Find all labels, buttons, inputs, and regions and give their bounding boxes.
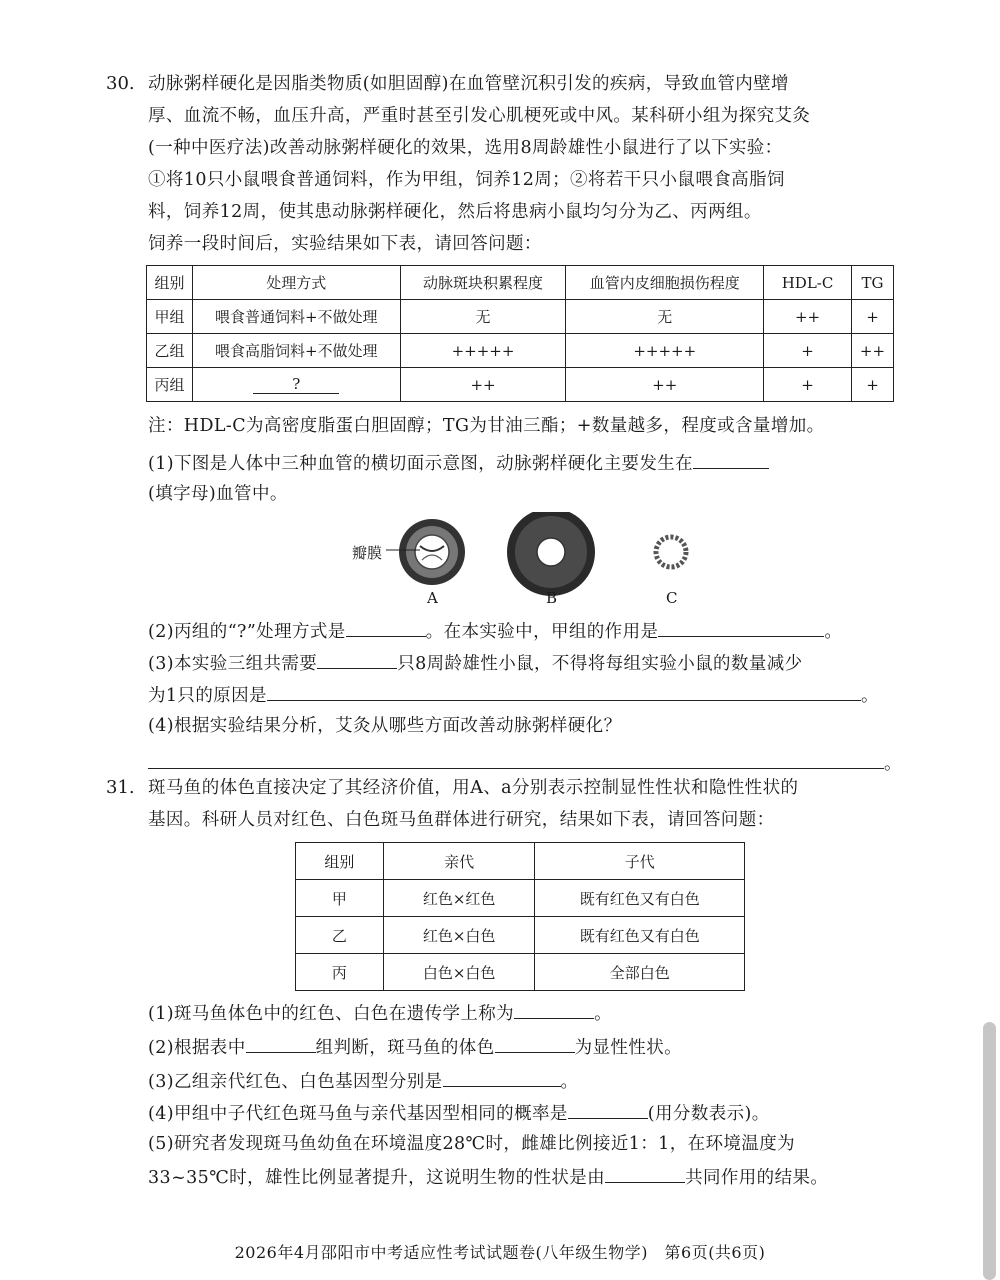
q30-sub4-line: (4)根据实验结果分析，艾灸从哪些方面改善动脉粥样硬化？: [148, 716, 622, 736]
table-cell: +: [764, 368, 852, 402]
q30-table-note: 注：HDL-C为高密度脂蛋白胆固醇；TG为甘油三酯；+数量越多，程度或含量增加。: [148, 416, 825, 436]
table-cell: +: [851, 368, 893, 402]
table-cell: 丙: [296, 954, 384, 991]
q30-stem-line: 饲养一段时间后，实验结果如下表，请回答问题：: [148, 234, 542, 254]
q31-stem-line: 基因。科研人员对红色、白色斑马鱼群体进行研究，结果如下表，请回答问题：: [148, 810, 775, 830]
sub4-text: (4)甲组中子代红色斑马鱼与亲代基因型相同的概率是: [148, 1104, 568, 1124]
table-cell: 丙组: [147, 368, 193, 402]
table-cell: 白色×白色: [383, 954, 535, 991]
table-header-cell: 亲代: [383, 843, 535, 880]
sub2-text: 组判断，斑马鱼的体色: [315, 1038, 495, 1058]
sub2-text: (2)根据表中: [148, 1038, 246, 1058]
q31-sub5-line: (5)研究者发现斑马鱼幼鱼在环境温度28℃时，雌雄比例接近1：1，在环境温度为: [148, 1134, 795, 1154]
table-cell: +: [851, 300, 893, 334]
table-cell: 无: [566, 300, 764, 334]
table-header-cell: 组别: [147, 266, 193, 300]
answer-blank[interactable]: [443, 1068, 561, 1087]
q30-sub1-line: [148, 450, 769, 476]
table-header-cell: TG: [851, 266, 893, 300]
sub2-text: 。在本实验中，甲组的作用是: [425, 622, 659, 642]
sub4-text: (用分数表示)。: [647, 1104, 770, 1124]
scrollbar[interactable]: [983, 1022, 996, 1280]
table-header-cell: 动脉斑块积累程度: [400, 266, 566, 300]
q31-sub4-line: [148, 1100, 770, 1126]
vessel-label-b: B: [546, 589, 558, 607]
q30-stem-line: 料，饲养12周，使其患动脉粥样硬化，然后将患病小鼠均匀分为乙、丙两组。: [148, 202, 762, 222]
page-footer: 2026年4月邵阳市中考适应性考试试题卷(八年级生物学) 第6页(共6页): [234, 1243, 766, 1262]
table-cell: [192, 368, 400, 402]
table-cell: +++++: [566, 334, 764, 368]
table-row: [296, 917, 745, 954]
table-row: [147, 300, 894, 334]
answer-blank[interactable]: [568, 1100, 648, 1119]
answer-blank[interactable]: [693, 450, 769, 469]
sub4-end: 。: [884, 754, 902, 774]
answer-blank[interactable]: [148, 750, 884, 769]
table-header-row: [296, 843, 745, 880]
table-cell: 无: [400, 300, 566, 334]
q31-sub5-cont: [148, 1164, 828, 1190]
question-30-number: 30.: [106, 73, 135, 94]
table-row: [147, 334, 894, 368]
vessel-c: [656, 537, 686, 567]
q31-sub1-line: [148, 1000, 612, 1026]
table-header-cell: 血管内皮细胞损伤程度: [566, 266, 764, 300]
q30-sub2-line: [148, 618, 842, 644]
table-cell: 全部白色: [535, 954, 745, 991]
sub3-text: 只8周龄雄性小鼠，不得将每组实验小鼠的数量减少: [397, 654, 803, 674]
table-cell: +++++: [400, 334, 566, 368]
table-cell: 甲组: [147, 300, 193, 334]
q30-results-table: [146, 265, 894, 402]
q30-stem-line: (一种中医疗法)改善动脉粥样硬化的效果，选用8周龄雄性小鼠进行了以下实验：: [148, 138, 783, 158]
table-cell: ++: [566, 368, 764, 402]
table-header-cell: 处理方式: [192, 266, 400, 300]
answer-blank[interactable]: [246, 1034, 316, 1053]
answer-blank[interactable]: [317, 650, 397, 669]
table-cell: +: [764, 334, 852, 368]
answer-blank[interactable]: [267, 682, 861, 701]
sub5-text: 共同作用的结果。: [685, 1168, 829, 1188]
sub1-text: (1)斑马鱼体色中的红色、白色在遗传学上称为: [148, 1004, 515, 1024]
table-header-cell: 子代: [535, 843, 745, 880]
valve-label: 瓣膜: [352, 544, 383, 562]
sub3-end: 。: [560, 1072, 579, 1092]
table-row: [296, 954, 745, 991]
q31-sub2-line: [148, 1034, 682, 1060]
sub5-text: 33~35℃时，雄性比例显著提升，这说明生物的性状是由: [148, 1168, 606, 1188]
table-cell: 既有红色又有白色: [535, 880, 745, 917]
answer-blank[interactable]: [514, 1000, 594, 1019]
table-cell: ++: [400, 368, 566, 402]
sub2-end: 。: [824, 622, 843, 642]
q30-sub1-cont: (填字母)血管中。: [148, 484, 288, 504]
q31-stem-line: 斑马鱼的体色直接决定了其经济价值，用A、a分别表示控制显性性状和隐性性状的: [148, 778, 799, 798]
vessel-cross-section-figure: [340, 512, 720, 608]
vessel-label-c: C: [666, 589, 678, 607]
q31-results-table: [295, 842, 745, 991]
q30-stem-line: ①将10只小鼠喂食普通饲料，作为甲组，饲养12周；②将若干只小鼠喂食高脂饲: [148, 170, 785, 190]
table-header-cell: HDL-C: [764, 266, 852, 300]
q30-sub3-cont: [148, 682, 879, 708]
answer-blank[interactable]: [346, 618, 426, 637]
vessel-label-a: A: [427, 589, 438, 607]
sub3-text: 为1只的原因是: [148, 686, 267, 706]
table-cell: 甲: [296, 880, 384, 917]
answer-blank[interactable]: [605, 1164, 685, 1183]
q30-sub4-answer-line: [148, 750, 902, 776]
q30-stem-line: 厚、血流不畅，血压升高，严重时甚至引发心肌梗死或中风。某科研小组为探究艾灸: [148, 106, 811, 126]
table-cell: 喂食高脂饲料+不做处理: [192, 334, 400, 368]
answer-blank[interactable]: ?: [253, 375, 339, 394]
table-row: [147, 368, 894, 402]
table-cell: 红色×红色: [383, 880, 535, 917]
answer-blank[interactable]: [658, 618, 824, 637]
q30-stem-line: 动脉粥样硬化是因脂类物质(如胆固醇)在血管壁沉积引发的疾病，导致血管内壁增: [148, 74, 789, 94]
sub3-end: 。: [860, 686, 879, 706]
answer-blank[interactable]: [495, 1034, 575, 1053]
table-header-row: [147, 266, 894, 300]
sub1-text: (1)下图是人体中三种血管的横切面示意图，动脉粥样硬化主要发生在: [148, 454, 694, 474]
sub3-text: (3)本实验三组共需要: [148, 654, 318, 674]
table-header-cell: 组别: [296, 843, 384, 880]
table-cell: 乙组: [147, 334, 193, 368]
table-cell: ++: [764, 300, 852, 334]
sub3-text: (3)乙组亲代红色、白色基因型分别是: [148, 1072, 443, 1092]
table-cell: 既有红色又有白色: [535, 917, 745, 954]
sub1-end: 。: [594, 1004, 612, 1024]
vessel-a: [399, 519, 465, 585]
table-cell: 乙: [296, 917, 384, 954]
q31-sub3-line: [148, 1068, 578, 1094]
table-cell: 红色×白色: [383, 917, 535, 954]
table-cell: 喂食普通饲料+不做处理: [192, 300, 400, 334]
q30-sub3-line: [148, 650, 803, 676]
table-cell: ++: [851, 334, 893, 368]
sub2-text: 为显性性状。: [574, 1038, 682, 1058]
vessel-b: [507, 512, 595, 596]
table-row: [296, 880, 745, 917]
question-31-number: 31.: [106, 777, 135, 798]
sub2-text: (2)丙组的“?”处理方式是: [148, 622, 346, 642]
